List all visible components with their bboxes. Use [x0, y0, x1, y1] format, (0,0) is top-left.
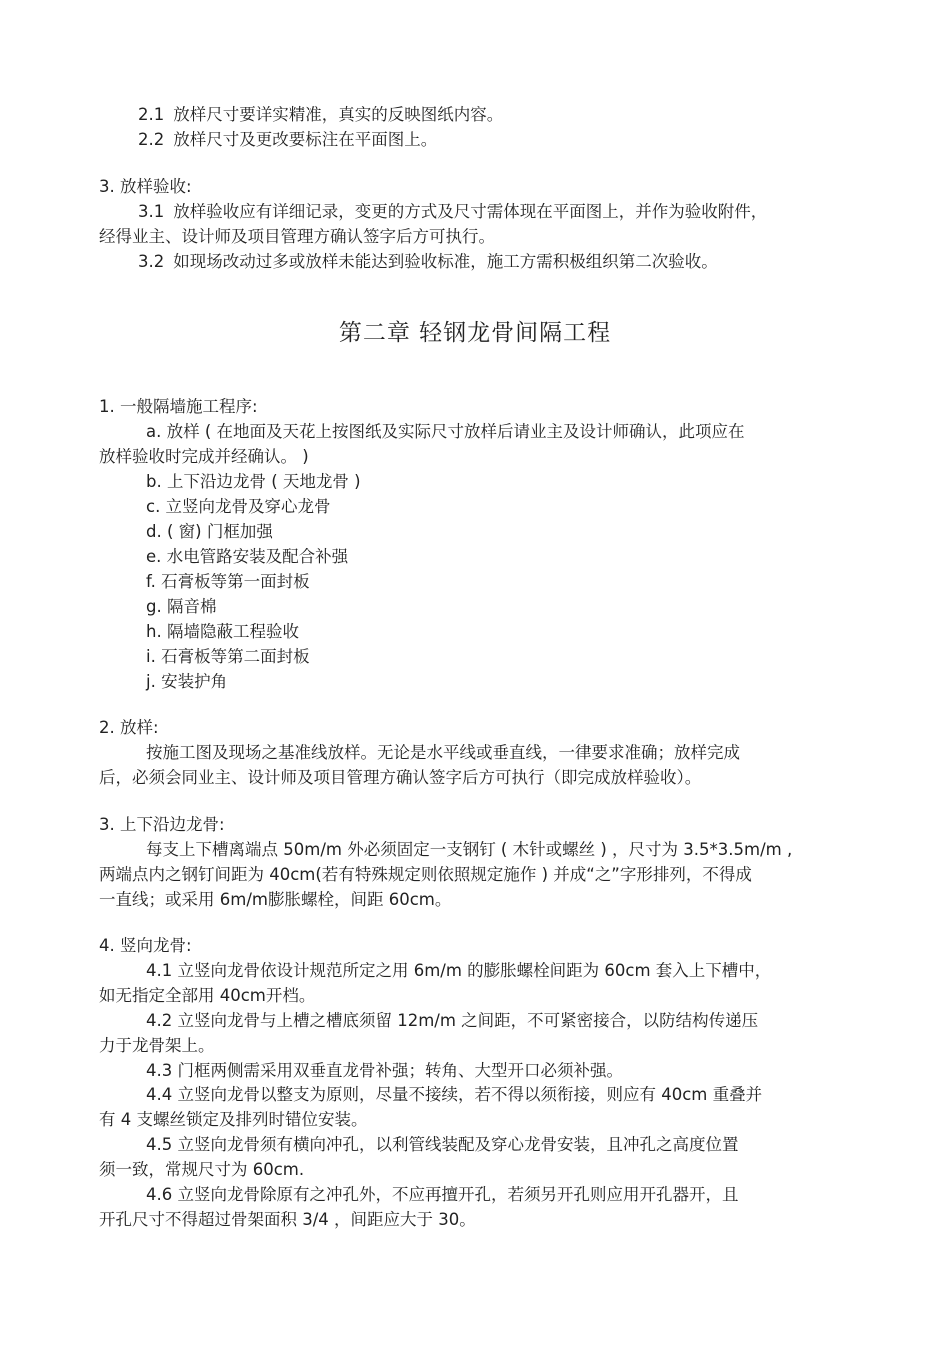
edge-keel-line3: 一直线；或采用 6m/m膨胀螺栓，间距 60cm。: [99, 890, 452, 909]
procedure-b: b. 上下沿边龙骨 ( 天地龙骨 ): [146, 472, 361, 491]
item-number: 3.2: [138, 252, 165, 271]
item-2-2: [138, 129, 437, 151]
item-4-4-line1: 4.4 立竖向龙骨以整支为原则，尽量不接续，若不得以须衔接，则应有 40cm 重叠并: [146, 1085, 763, 1104]
item-4-6-line2: 开孔尺寸不得超过骨架面积 3/4 ，间距应大于 30。: [99, 1210, 476, 1229]
item-4-4-line2: 有 4 支螺丝锁定及排列时错位安装。: [99, 1110, 368, 1129]
edge-keel-heading: 3. 上下沿边龙骨:: [99, 815, 225, 834]
procedure-a-line2: 放样验收时完成并经确认。 ): [99, 447, 309, 466]
procedure-h: h. 隔墙隐蔽工程验收: [146, 622, 299, 641]
item-3-1-line2: 经得业主、设计师及项目管理方确认签字后方可执行。: [99, 227, 495, 246]
item-3-1-line1: [138, 201, 767, 223]
edge-keel-line2: 两端点内之钢钉间距为 40cm(若有特殊规定则依照规定施作 ) 并成“之”字形排列，不得成: [99, 865, 752, 884]
chapter-title: 第二章 轻钢龙骨间隔工程: [338, 320, 612, 346]
layout-line2: 后，必须会同业主、设计师及项目管理方确认签字后方可执行（即完成放样验收）。: [99, 768, 702, 787]
item-2-1: [138, 104, 503, 126]
item-text: 如现场改动过多或放样未能达到验收标准，施工方需积极组织第二次验收。: [173, 252, 718, 271]
vertical-keel-heading: 4. 竖向龙骨:: [99, 936, 192, 955]
item-4-5-line2: 须一致，常规尺寸为 60cm.: [99, 1160, 305, 1179]
item-number: 3.1: [138, 202, 165, 221]
item-text: 放样尺寸要详实精准，真实的反映图纸内容。: [173, 105, 504, 124]
procedure-f: f. 石膏板等第一面封板: [146, 572, 310, 591]
item-4-6-line1: 4.6 立竖向龙骨除原有之冲孔外，不应再擅开孔，若须另开孔则应用开孔器开，且: [146, 1185, 739, 1204]
item-4-2-line1: 4.2 立竖向龙骨与上槽之槽底须留 12m/m 之间距，不可紧密接合，以防结构传递压: [146, 1011, 759, 1030]
item-number: 2.1: [138, 105, 165, 124]
procedure-j: j. 安装护角: [146, 672, 228, 691]
item-text: 放样验收应有详细记录，变更的方式及尺寸需体现在平面图上，并作为验收附件，: [173, 202, 768, 221]
acceptance-heading: 3. 放样验收:: [99, 177, 192, 196]
item-text: 放样尺寸及更改要标注在平面图上。: [173, 130, 438, 149]
item-number: 2.2: [138, 130, 165, 149]
procedure-a-line1: a. 放样 ( 在地面及天花上按图纸及实际尺寸放样后请业主及设计师确认，此项应在: [146, 422, 745, 441]
item-4-1-line1: 4.1 立竖向龙骨依设计规范所定之用 6m/m 的膨胀螺栓间距为 60cm 套入上下槽中，: [146, 961, 772, 980]
procedure-c: c. 立竖向龙骨及穿心龙骨: [146, 497, 331, 516]
procedure-d: d. ( 窗) 门框加强: [146, 522, 273, 541]
item-4-3: 4.3 门框两侧需采用双垂直龙骨补强；转角、大型开口必须补强。: [146, 1061, 623, 1080]
edge-keel-line1: 每支上下槽离端点 50m/m 外必须固定一支钢钉 ( 木针或螺丝 ) ，尺寸为 3.5*3.5m/m ,: [146, 840, 793, 859]
procedure-heading: 1. 一般隔墙施工程序:: [99, 397, 258, 416]
procedure-e: e. 水电管路安装及配合补强: [146, 547, 349, 566]
item-4-1-line2: 如无指定全部用 40cm开档。: [99, 986, 316, 1005]
procedure-i: i. 石膏板等第二面封板: [146, 647, 310, 666]
item-3-2: [138, 251, 718, 273]
layout-line1: 按施工图及现场之基准线放样。无论是水平线或垂直线，一律要求准确；放样完成: [146, 743, 740, 762]
procedure-g: g. 隔音棉: [146, 597, 217, 616]
item-4-5-line1: 4.5 立竖向龙骨须有横向冲孔，以利管线装配及穿心龙骨安装，且冲孔之高度位置: [146, 1135, 739, 1154]
layout-heading: 2. 放样:: [99, 718, 159, 737]
item-4-2-line2: 力于龙骨架上。: [99, 1036, 215, 1055]
